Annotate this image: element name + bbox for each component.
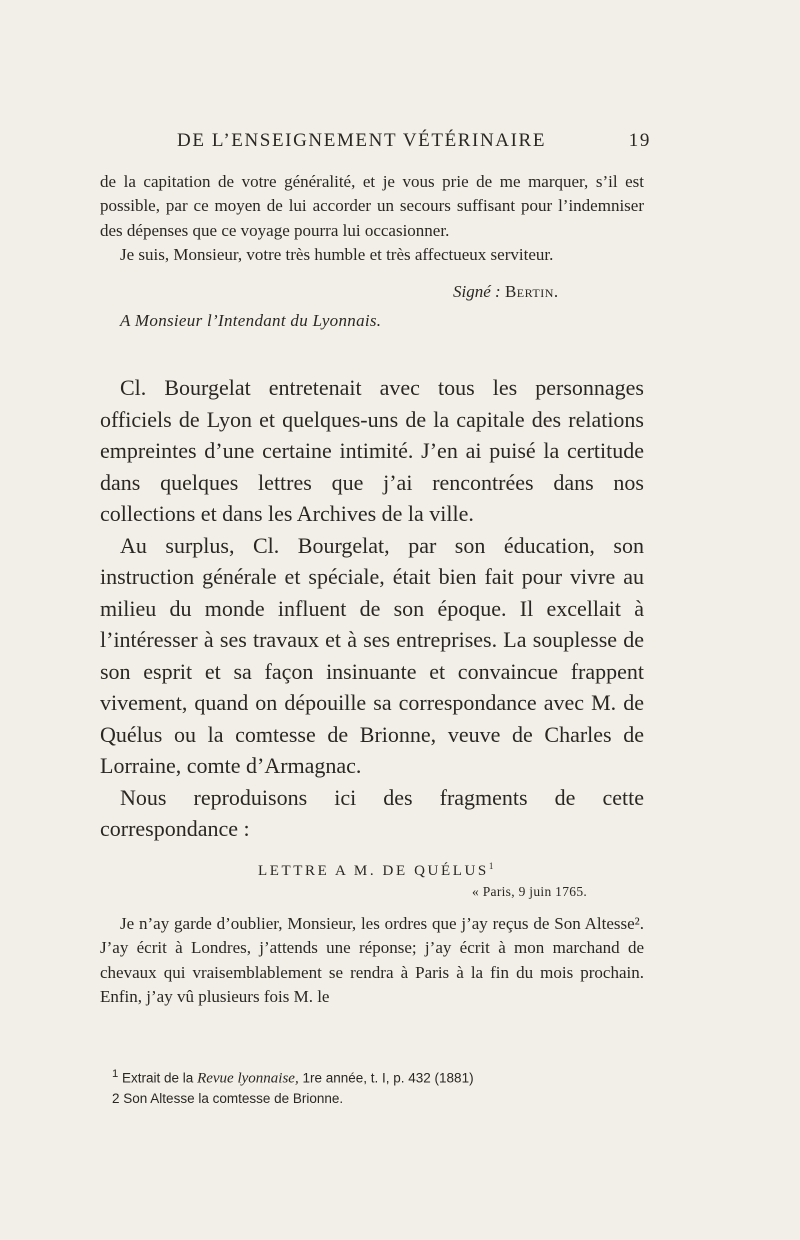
running-head [177, 130, 651, 156]
footnote-mark: 2 [112, 1090, 120, 1106]
main-text [100, 372, 644, 845]
footnote-title: Revue lyonnaise, [197, 1070, 299, 1087]
letter-heading-text: LETTRE A M. DE QUÉLUS [258, 863, 489, 879]
footnote-text-pre: Extrait de la [122, 1070, 198, 1086]
signed-label: Signé : [453, 282, 501, 301]
addressee-line: A Monsieur l’Intendant du Lyonnais. [120, 311, 382, 330]
footnote-text: Son Altesse la comtesse de Brionne. [123, 1090, 344, 1106]
signature-line [453, 282, 559, 302]
paragraph: Au surplus, Cl. Bourgelat, par son éducation, son instruction générale et spéciale, était bien fait pour vivre au milieu du monde influent de son époque. Il excellait à l’intéresser à ses travaux et à ses entreprises. La souplesse de son esprit et sa façon insinuante et convaincue frappent vivement, quand on dépouille sa correspondance avec M. de Quélus ou la comtesse de Brionne, veuve de Charles de Lorraine, comte d’Armagnac. [100, 532, 644, 778]
letter-dateline: « Paris, 9 juin 1765. [472, 884, 588, 899]
letter-closing: Je suis, Monsieur, votre très humble et très affectueux serviteur. [120, 244, 554, 264]
signatory-name: Bertin. [504, 282, 559, 301]
running-title: DE L’ENSEIGNEMENT VÉTÉRINAIRE [177, 130, 547, 151]
footnotes [112, 1065, 652, 1108]
paragraph: Nous reproduisons ici des fragments de cette correspondance : [100, 784, 644, 841]
letter-heading [258, 861, 493, 880]
footnote-2 [112, 1089, 652, 1108]
page-number: 19 [628, 130, 651, 151]
footnote-ref: 1 [488, 861, 494, 871]
letter-body: Je n’ay garde d’oublier, Monsieur, les ordres que j’ay reçus de Son Altesse². J’ay écrit à Londres, j’attends une réponse; j’ay écrit à mon marchand de chevaux qui vraisemblablement se rendra à Paris à la fin du mois prochain. Enfin, j’ay vû plusieurs fois M. le [100, 914, 644, 1006]
paragraph: Cl. Bourgelat entretenait avec tous les personnages officiels de Lyon et quelques-uns de la capitale des relations empreintes d’une certaine intimité. J’en ai puisé la certitude dans quelques lettres que j’ai rencontrées dans nos collections et dans les Archives de la ville. [100, 375, 644, 526]
footnote-mark: 1 [112, 1068, 119, 1080]
letter-continuation [100, 170, 644, 267]
letter-continuation-text: de la capitation de votre généralité, et je vous prie de me marquer, s’il est possible, par ce moyen de lui accorder un secours suffisant pour l’indemniser des dépenses que ce voyage pourra lui occasionner. [100, 172, 644, 240]
footnote-text-post: 1re année, t. I, p. 432 (1881) [298, 1070, 474, 1086]
footnote-1 [112, 1065, 652, 1089]
